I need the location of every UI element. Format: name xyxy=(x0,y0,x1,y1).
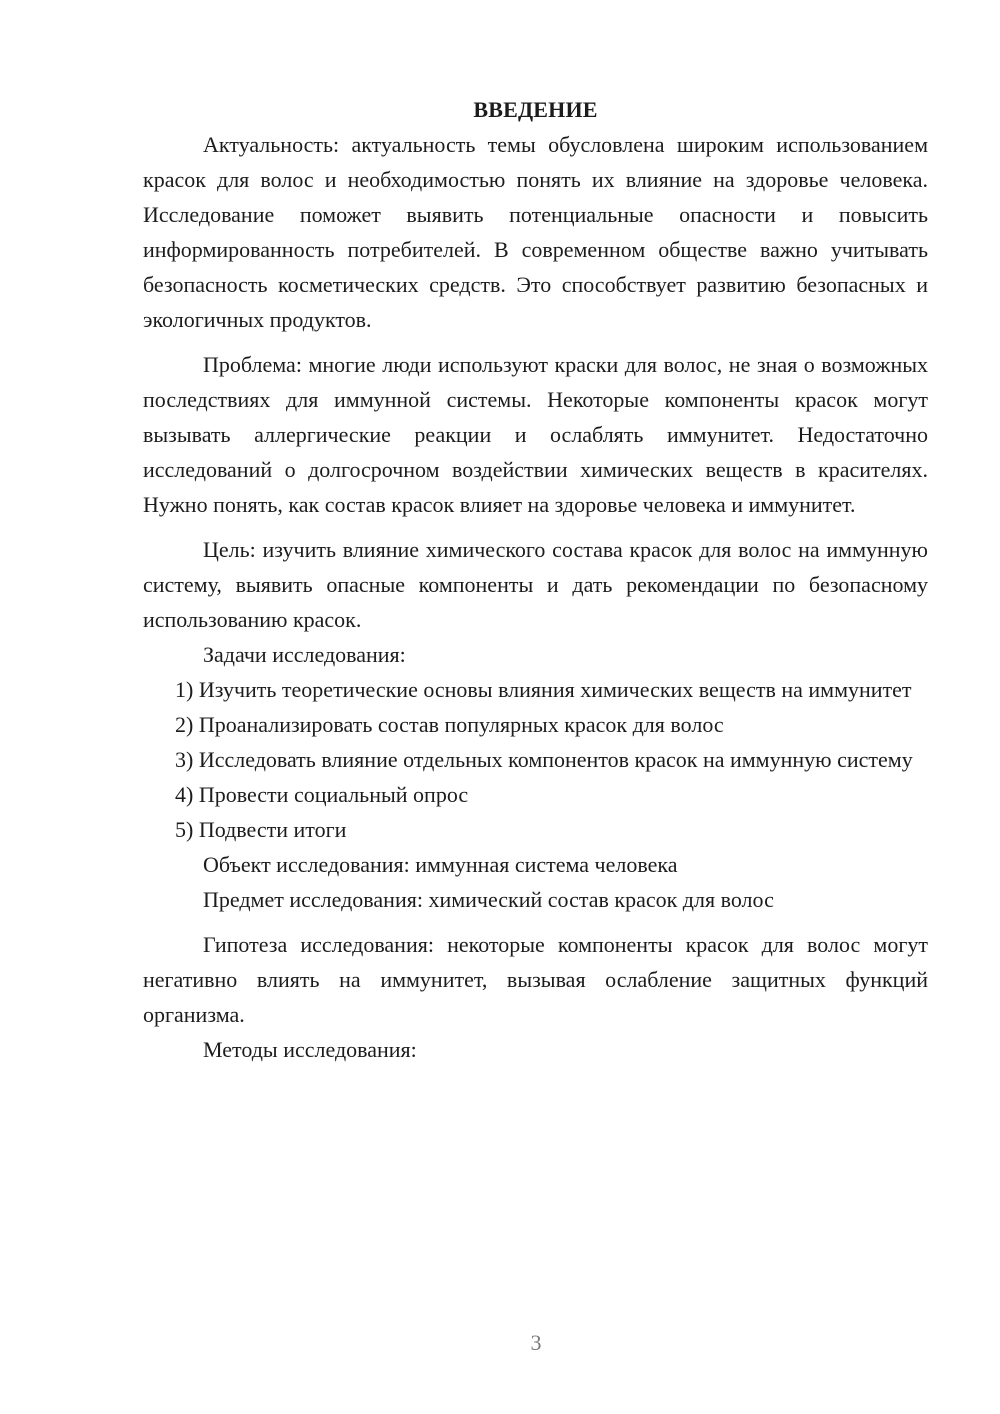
relevance-paragraph: Актуальность: актуальность темы обусловлена широким использованием красок для волос и необходимостью понять их влияние на здоровье человека. Исследование поможет выявить потенциальные опасности и повысить информированность потребителей. В современном обществе важно учитывать безопасность косметических средств. Это способствует развитию безопасных и экологичных продуктов. xyxy=(143,132,928,332)
subject-paragraph: Предмет исследования: химический состав красок для волос xyxy=(203,887,774,912)
tasks-heading: Задачи исследования: xyxy=(203,642,406,667)
task-item-2: 2) Проанализировать состав популярных красок для волос xyxy=(175,712,724,737)
hypothesis-paragraph: Гипотеза исследования: некоторые компоненты красок для волос могут негативно влиять на иммунитет, вызывая ослабление защитных функций организма. xyxy=(143,932,928,1027)
section-title: ВВЕДЕНИЕ xyxy=(473,97,598,122)
task-item-4: 4) Провести социальный опрос xyxy=(175,782,469,807)
task-item-5: 5) Подвести итоги xyxy=(175,817,347,842)
goal-paragraph: Цель: изучить влияние химического состава красок для волос на иммунную систему, выявить опасные компоненты и дать рекомендации по безопасному использованию красок. xyxy=(143,537,928,632)
methods-heading: Методы исследования: xyxy=(203,1037,417,1062)
problem-paragraph: Проблема: многие люди используют краски для волос, не зная о возможных последствиях для иммунной системы. Некоторые компоненты красок могут вызывать аллергические реакции и ослаблять иммунитет. Недостаточно исследований о долгосрочном воздействии химических веществ в красителях. Нужно понять, как состав красок влияет на здоровье человека и иммунитет. xyxy=(143,352,928,517)
task-item-1: 1) Изучить теоретические основы влияния химических веществ на иммунитет xyxy=(175,677,912,702)
page-number: 3 xyxy=(530,1330,542,1355)
task-item-3: 3) Исследовать влияние отдельных компонентов красок на иммунную систему xyxy=(175,747,913,772)
object-paragraph: Объект исследования: иммунная система человека xyxy=(203,852,678,877)
document-page xyxy=(143,92,928,1067)
